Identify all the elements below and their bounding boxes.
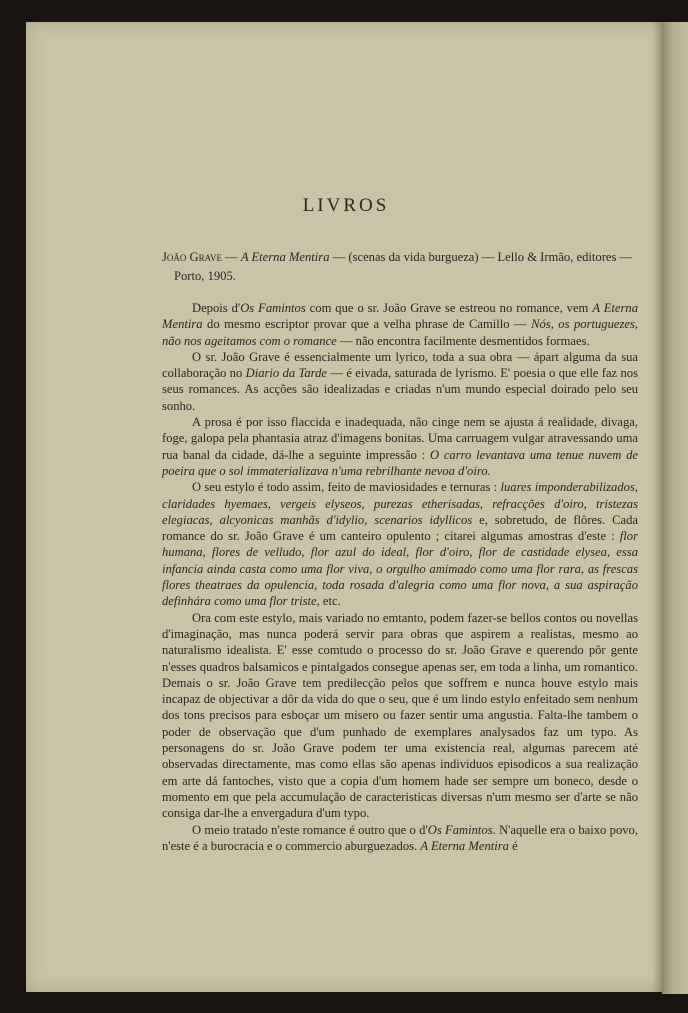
italic-run: O carro levantava uma tenue nuvem de poeira que o sol immaterializava n'uma rebrilhante nevoa d'oiro. (162, 447, 638, 478)
text-run: com que o sr. João Grave se estreou no romance, vem (305, 301, 593, 315)
italic-run: A Eterna Mentira (420, 838, 509, 853)
text-run: O sr. João Grave é essencialmente um lyrico, toda a sua obra — ápart alguma da sua collaboração no (162, 349, 638, 381)
text-run: é (508, 838, 518, 853)
adjacent-page-edge (662, 22, 688, 994)
review-body (162, 300, 638, 854)
text-run: — é eivada, saturada de lyrismo. E' poesia o que elle faz nos seus romances. As acções são idealizadas e criadas n'um mundo especial doirado pelo seu sonho. (162, 366, 638, 413)
text-run: do mesmo escriptor provar que a velha phrase de Camillo — (202, 317, 532, 332)
text-run: Depois d' (192, 301, 241, 315)
section-heading: LIVROS (302, 195, 390, 216)
paragraph (162, 822, 638, 855)
italic-run: Os Famintos (240, 301, 306, 315)
paragraph (162, 414, 638, 479)
paragraph (162, 479, 638, 609)
text-run: O seu estylo é todo assim, feito de maviosidades e ternuras : (192, 480, 501, 495)
italic-run: A Eterna Mentira (162, 301, 639, 332)
paragraph (162, 610, 638, 822)
text-run: etc. (319, 594, 341, 609)
italic-run: Nós, os portuguezes, não nos ageitamos com o romance (162, 317, 638, 348)
italic-run: Diario da Tarde (245, 366, 328, 381)
bib-publication: — (scenas da vida burgueza) — Lello & Irmão, editores — Porto, 1905. (174, 250, 633, 283)
text-run: O meio tratado n'este romance é outro que o d' (192, 822, 428, 837)
italic-run: Os Famintos (427, 822, 493, 837)
bibliography-entry (162, 248, 650, 286)
bib-author: João Grave (162, 250, 222, 264)
text-run: A prosa é por isso flaccida e inadequada, não cinge nem se ajusta á realidade, divaga, foge, galopa pela phantasia atraz d'imagens bonitas. Uma carruagem vulgar atravessando uma rua banal da cidade, dá-lhe a seguinte impressão : (162, 415, 638, 462)
text-run: Ora com este estylo, mais variado no emtanto, podem fazer-se bellos contos ou novellas d'imaginação, mas nunca poderá servir para obras que aspirem a realistas, mesmo ao naturalismo idealista. E' esse comtudo o processo do sr. João Grave e querendo pôr gente n'esses quadros balsamicos e pintalgados consegue apenas ser, em toda a linha, um romantico. Demais o sr. João Grave tem predilecção pelos que soffrem e nunca houve estylo mais incapaz de objectivar a dôr da vida do que o seu, que é um lindo estylo enfeitado sem nenhum dos tons precisos para esboçar um misero ou fazer sentir uma angustia. Falta-lhe tambem o poder de observação que d'um punhado de exemplares analysados faz um typo. As personagens do sr. João Grave podem ter uma existencia real, algumas parecem até observadas directamente, mas como ellas são apenas individuos episodicos a sua realização em arte dá fantoches, visto que a copia d'um homem hade ser sempre um boneco, desde o momento em que pela accumulação de caracteristicas diversas n'um mesmo ser d'arte se não consiga dar-lhe a envergadura d'um typo. (162, 610, 638, 821)
italic-run: luares imponderabilizados, claridades hyemaes, vergeis elyseos, purezas etherisadas, refracções d'oiro, tristezas elegiacas, alcyonicas manhãs d'idylio, scenarios idyllicos (162, 480, 638, 527)
bib-dash: — (221, 250, 241, 264)
text-run: e, sobretudo, de flôres. Cada romance do sr. João Grave é um canteiro opulento ; citarei algumas amostras d'este : (162, 512, 638, 544)
italic-run: flor humana, flores de velludo, flor azul do ideal, flor d'oiro, flor de castidade elysea, essa infancia ainda casta como uma flor viva, o orgulho amimado como uma flor rara, as frescas flores theatraes da opulencia, toda rosada d'alegria como uma flor nova, a sua aspiração definhára como uma flor triste, (162, 529, 638, 609)
bib-work-title: A Eterna Mentira (240, 250, 330, 264)
text-run: — não encontra facilmente desmentidos formaes. (336, 333, 590, 348)
paragraph (162, 349, 638, 414)
paragraph (162, 300, 638, 349)
text-run: . N'aquelle era o baixo povo, n'este é a burocracia e o commercio aburguezados. (162, 822, 638, 853)
